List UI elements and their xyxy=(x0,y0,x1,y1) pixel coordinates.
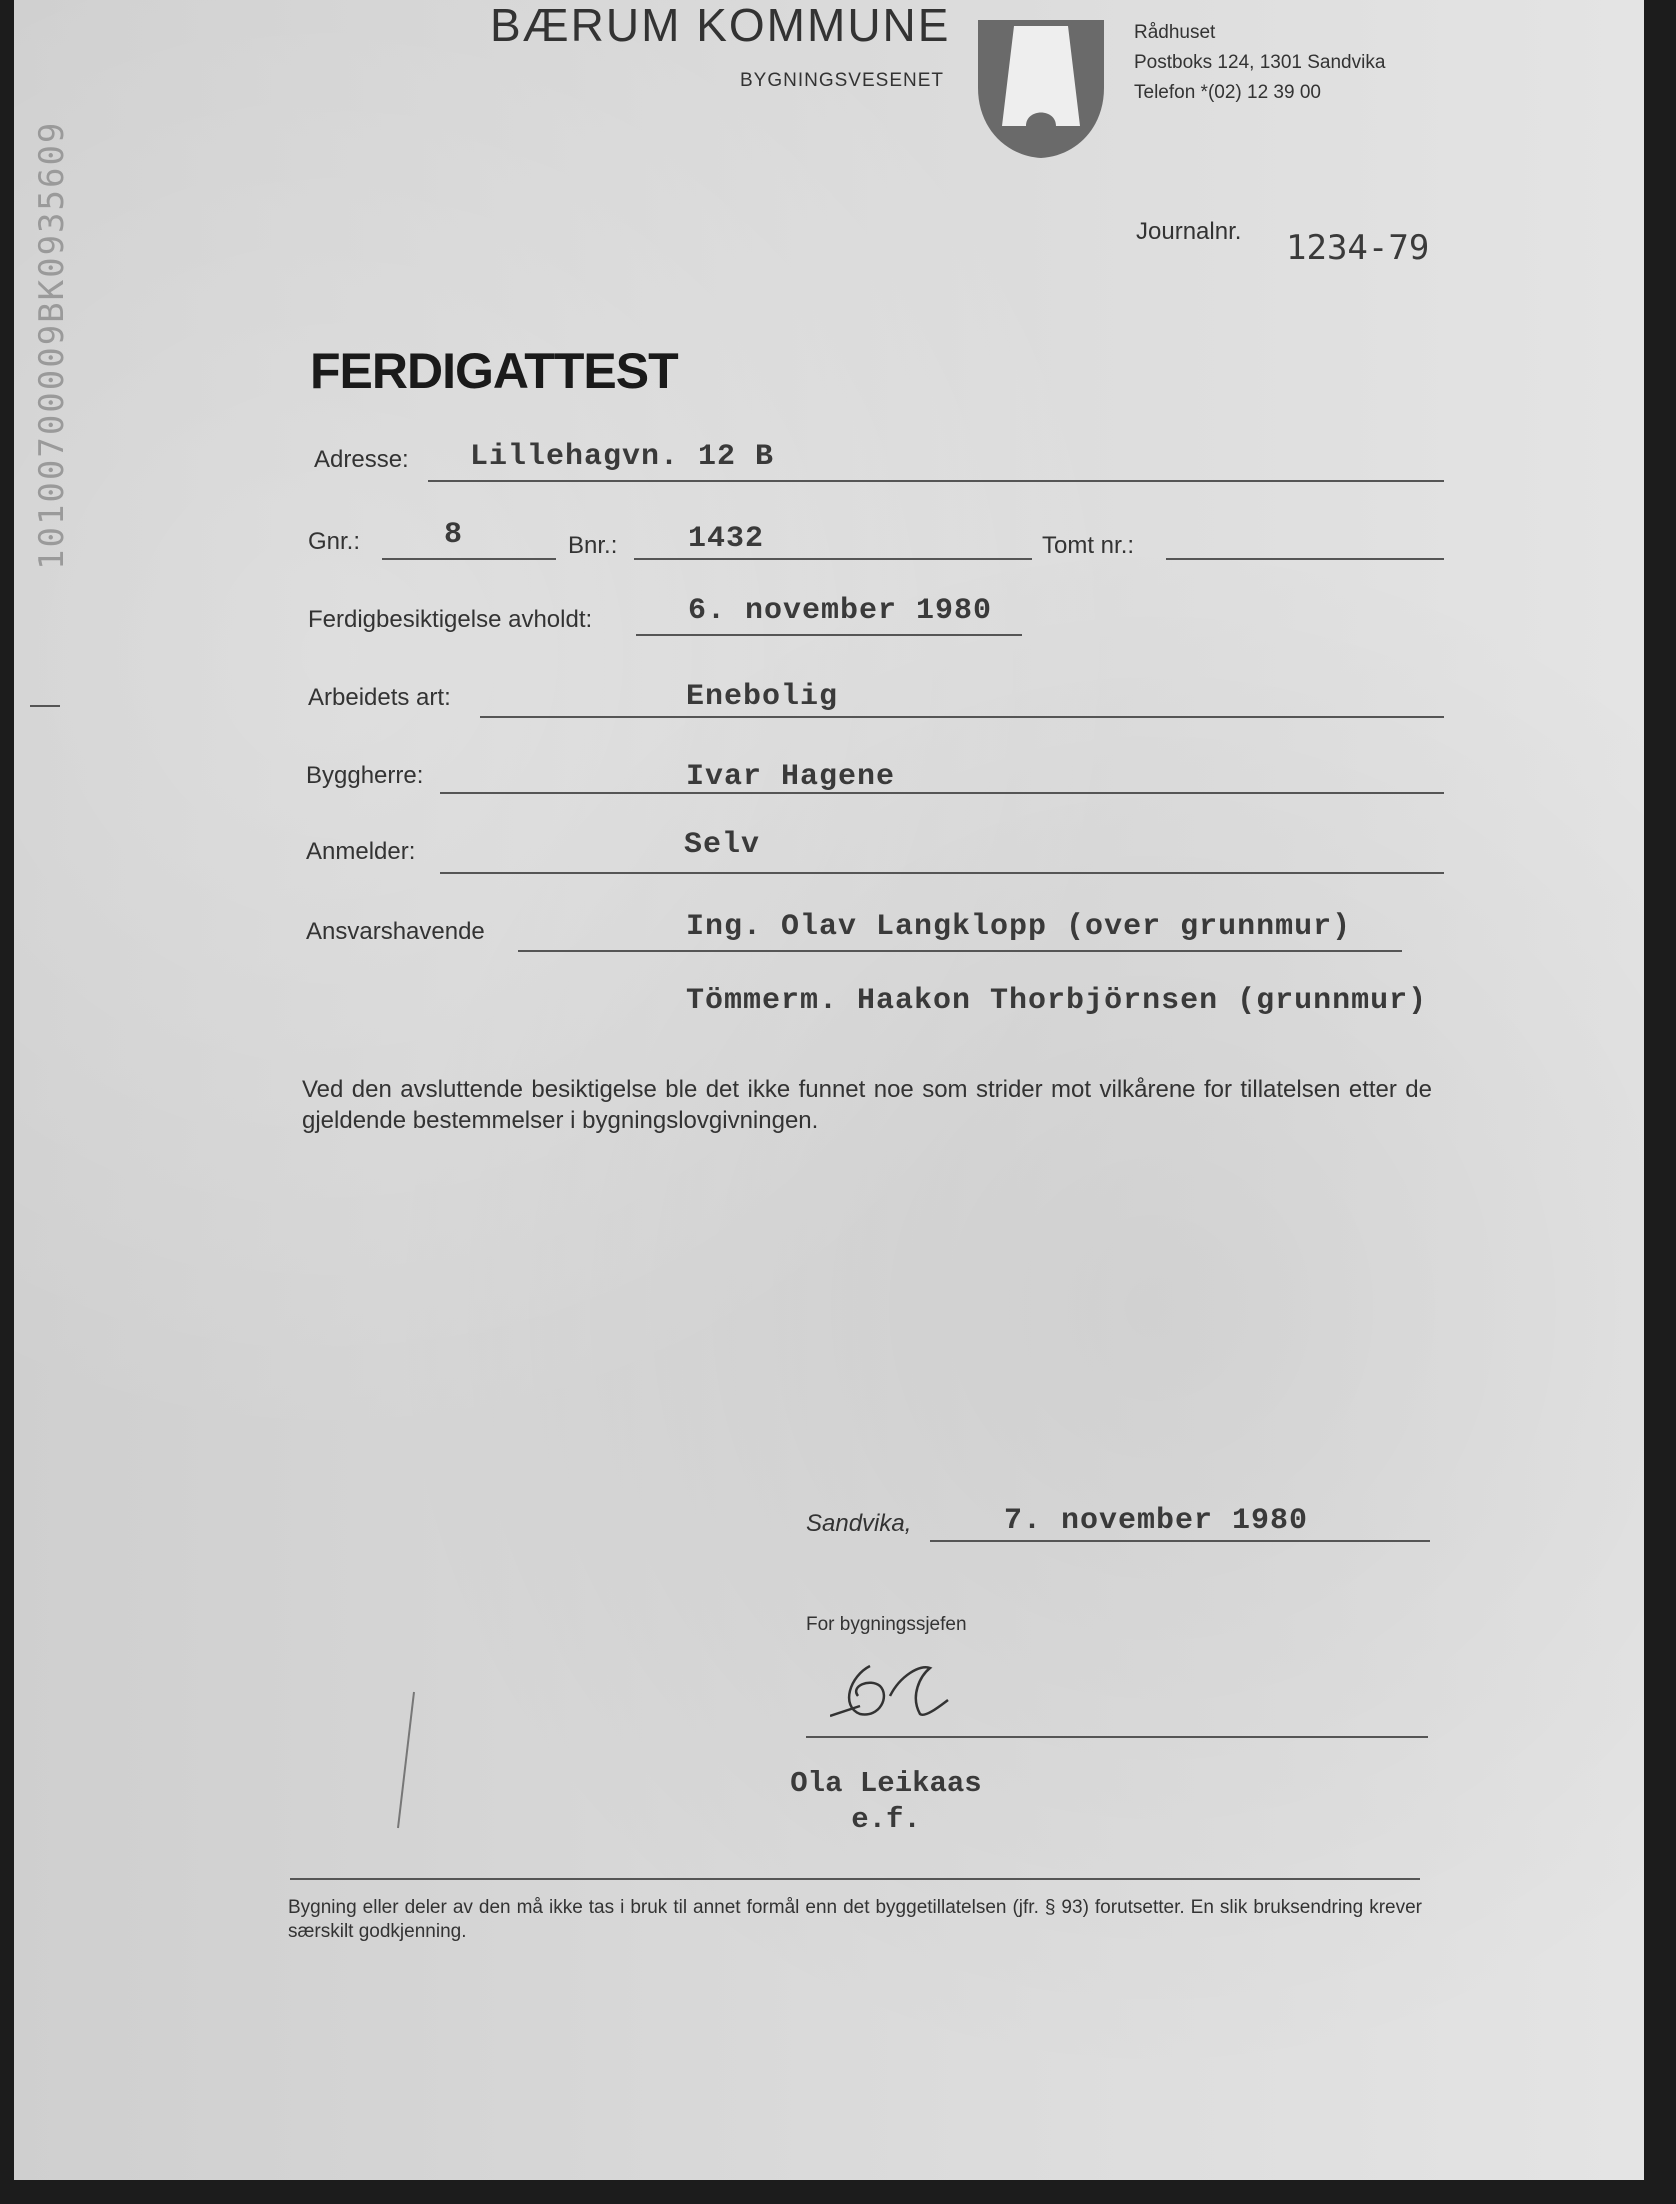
footer-note: Bygning eller deler av den må ikke tas i bruk til annet formål enn det byggetillatelsen (jfr. § 93) forutsetter. En slik bruksendring krever særskilt godkjenning. xyxy=(288,1897,1422,1942)
work-type-line xyxy=(480,716,1444,718)
side-code-text: 10100700009BK0935609 xyxy=(32,120,72,570)
responsible-value-2: Tömmerm. Haakon Thorbjörnsen (grunnmur) xyxy=(686,984,1428,1018)
date-line xyxy=(930,1540,1430,1542)
work-type-label: Arbeidets art: xyxy=(308,684,451,711)
gnr-line xyxy=(382,558,556,560)
issue-date: 7. november 1980 xyxy=(1004,1504,1309,1538)
inspection-line xyxy=(636,634,1022,636)
signature-icon xyxy=(830,1656,980,1722)
applicant-line xyxy=(440,872,1444,874)
address-label: Adresse: xyxy=(314,446,409,473)
tomt-label: Tomt nr.: xyxy=(1042,532,1135,559)
footer-divider xyxy=(290,1878,1420,1880)
applicant-label: Anmelder: xyxy=(306,838,416,865)
pencil-mark xyxy=(392,1690,422,1830)
signer-block xyxy=(776,1766,996,1838)
responsible-label: Ansvarshavende xyxy=(306,918,485,945)
developer-line xyxy=(440,792,1444,794)
journal-number: 1234-79 xyxy=(1286,228,1430,268)
contact-line: Rådhuset xyxy=(1134,22,1216,43)
contact-line: Postboks 124, 1301 Sandvika xyxy=(1134,52,1386,73)
statement-text: Ved den avsluttende besiktigelse ble det ikke funnet noe som strider mot vilkårene for tillatelsen etter de gjeldende bestemmelser i bygningslovgivningen. xyxy=(302,1076,1432,1134)
coat-of-arms-icon xyxy=(976,18,1106,160)
work-type-value: Enebolig xyxy=(686,680,839,714)
bnr-value: 1432 xyxy=(688,522,765,556)
contact-block xyxy=(1134,18,1385,108)
gnr-value: 8 xyxy=(444,518,464,552)
responsible-line xyxy=(518,950,1402,952)
for-chief-label: For bygningssjefen xyxy=(806,1614,967,1635)
margin-mark xyxy=(30,705,60,707)
signer-suffix: e.f. xyxy=(851,1803,921,1836)
address-line xyxy=(428,480,1444,482)
place-label: Sandvika, xyxy=(806,1510,912,1537)
inspection-label: Ferdigbesiktigelse avholdt: xyxy=(308,606,593,633)
journal-label: Journalnr. xyxy=(1136,218,1242,245)
address-value: Lillehagvn. 12 B xyxy=(470,440,775,474)
bnr-line xyxy=(634,558,1032,560)
developer-label: Byggherre: xyxy=(306,762,424,789)
document-title: FERDIGATTEST xyxy=(310,343,678,399)
archive-barcode-text xyxy=(18,80,74,580)
signer-name: Ola Leikaas xyxy=(790,1767,982,1800)
developer-value: Ivar Hagene xyxy=(686,760,896,794)
bnr-label: Bnr.: xyxy=(568,532,618,559)
department-name: BYGNINGSVESENET xyxy=(740,70,944,91)
tomt-line xyxy=(1166,558,1444,560)
gnr-label: Gnr.: xyxy=(308,528,361,555)
contact-line: Telefon *(02) 12 39 00 xyxy=(1134,82,1321,103)
signature-line xyxy=(806,1736,1428,1738)
responsible-value-1: Ing. Olav Langklopp (over grunnmur) xyxy=(686,910,1352,944)
applicant-value: Selv xyxy=(684,828,761,862)
inspection-date: 6. november 1980 xyxy=(688,594,993,628)
municipality-name: BÆRUM KOMMUNE xyxy=(490,0,951,51)
